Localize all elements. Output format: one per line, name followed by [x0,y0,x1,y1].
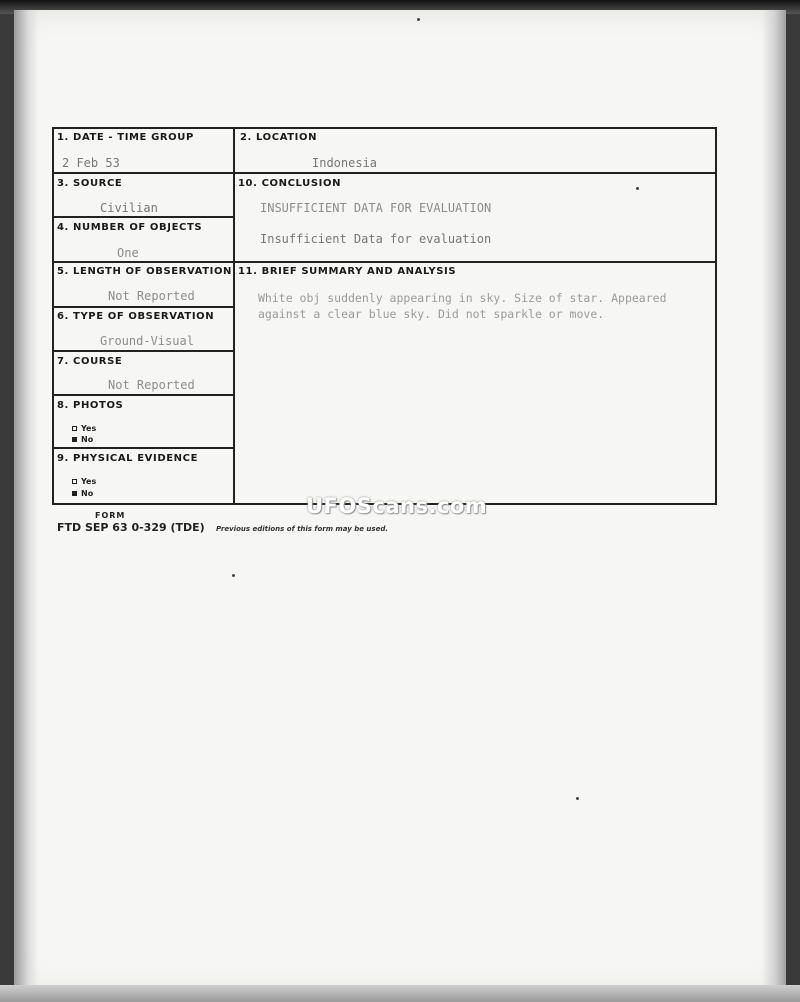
number-of-objects-value: One [117,246,139,260]
checkbox-icon [72,426,77,431]
photos-no-option[interactable] [72,435,93,444]
row-divider [52,394,234,396]
source-label: 3. SOURCE [57,178,123,189]
photos-no-label: No [81,435,94,444]
number-of-objects-label: 4. NUMBER OF OBJECTS [57,222,203,233]
location-label: 2. LOCATION [240,132,318,143]
photos-yes-option[interactable] [72,424,96,433]
watermark: UFOScans.com [306,494,488,518]
row-divider [52,216,234,218]
paper-right-shadow [762,10,786,992]
physical-evidence-no-option[interactable] [72,489,93,498]
scan-speck [417,18,420,21]
scan-speck [576,797,579,800]
course-label: 7. COURSE [57,356,123,367]
checked-checkbox-icon [72,437,77,442]
length-of-observation-label: 5. LENGTH OF OBSERVATION [57,266,233,277]
paper-left-shadow [14,10,38,992]
type-of-observation-value: Ground-Visual [100,334,194,348]
form-note: Previous editions of this form may be used. [216,525,388,533]
row-divider [52,306,234,308]
length-of-observation-value: Not Reported [108,289,195,303]
conclusion-value-secondary: Insufficient Data for evaluation [260,232,492,246]
source-value: Civilian [100,201,158,215]
row-divider [52,261,717,263]
form-id: FTD SEP 63 0-329 (TDE) [57,521,205,534]
checkbox-icon [72,479,77,484]
location-value: Indonesia [312,156,378,170]
scan-speck [232,574,235,577]
conclusion-label: 10. CONCLUSION [238,178,342,189]
photos-yes-label: Yes [81,424,97,433]
form-word: FORM [95,511,126,520]
row-divider [52,350,234,352]
brief-summary-line-1: White obj suddenly appearing in sky. Size of star. Appeared [258,291,667,305]
scan-bottom-border [0,985,800,1002]
physical-evidence-yes-option[interactable] [72,477,96,486]
brief-summary-text [258,290,716,322]
brief-summary-label: 11. BRIEF SUMMARY AND ANALYSIS [238,266,457,277]
scan-speck [636,187,639,190]
checked-checkbox-icon [72,491,77,496]
date-time-group-value: 2 Feb 53 [62,156,120,170]
date-time-group-label: 1. DATE - TIME GROUP [57,132,194,143]
course-value: Not Reported [108,378,195,392]
type-of-observation-label: 6. TYPE OF OBSERVATION [57,311,215,322]
row-divider [52,172,717,174]
photos-label: 8. PHOTOS [57,400,124,411]
row-divider [52,447,234,449]
physical-evidence-no-label: No [81,489,94,498]
conclusion-value-primary: INSUFFICIENT DATA FOR EVALUATION [260,201,492,215]
brief-summary-line-2: against a clear blue sky. Did not sparkle or move. [258,307,605,321]
physical-evidence-yes-label: Yes [81,477,97,486]
physical-evidence-label: 9. PHYSICAL EVIDENCE [57,453,198,464]
